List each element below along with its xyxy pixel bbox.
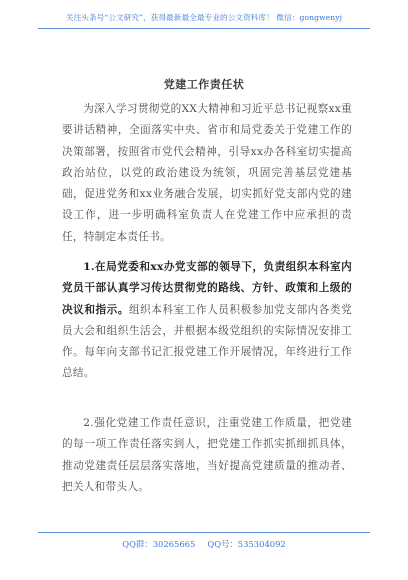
- footer-divider: [38, 532, 370, 533]
- footer-qq: QQ号：535304092: [207, 539, 286, 549]
- footer-contact: [0, 538, 408, 550]
- header-divider: [38, 28, 370, 29]
- footer-qq-group: QQ群：30265665: [122, 539, 196, 549]
- header-banner: 关注头条号“公文研究”，获得最新最全最专业的公文资料库！ 微信：gongwenyj: [65, 13, 343, 22]
- item1-paragraph: [62, 257, 352, 385]
- document-title: 党建工作责任状: [163, 78, 245, 91]
- item1-bold-lead: 1.在局党委和xx办党支部的领导下，负责组织本科室内党员干部认真学习传达贯彻党的路线、方针、政策和上级的决议和指示。: [62, 261, 352, 316]
- item2-paragraph: 2.强化党建工作责任意识，注重党建工作质量，把党建的每一项工作责任落实到人，把党建工作抓实抓细抓具体，推动党建责任层层落实落地，当好提高党建质量的推动者、把关人和带头人。: [62, 417, 352, 493]
- item1-rest: 组织本科室工作人员积极参加党支部内各类党员大会和组织生活会，并根据本级党组织的实际情况安排工作。每年向支部书记汇报党建工作开展情况，年终进行工作总结。: [62, 303, 352, 380]
- intro-paragraph: 为深入学习贯彻党的XX大精神和习近平总书记视察xx重要讲话精神，全面落实中央、省市和局党委关于党建工作的决策部署，按照省市党代会精神，引导xx办各科室切实提高政治站位，以党的政治建设为统领，巩固完善基层党建基础，促进党务和xx业务融合发展，切实抓好党支部内党的建设工作，进一步明确科室负责人在党建工作中应承担的责任，特制定本责任书。: [62, 103, 352, 243]
